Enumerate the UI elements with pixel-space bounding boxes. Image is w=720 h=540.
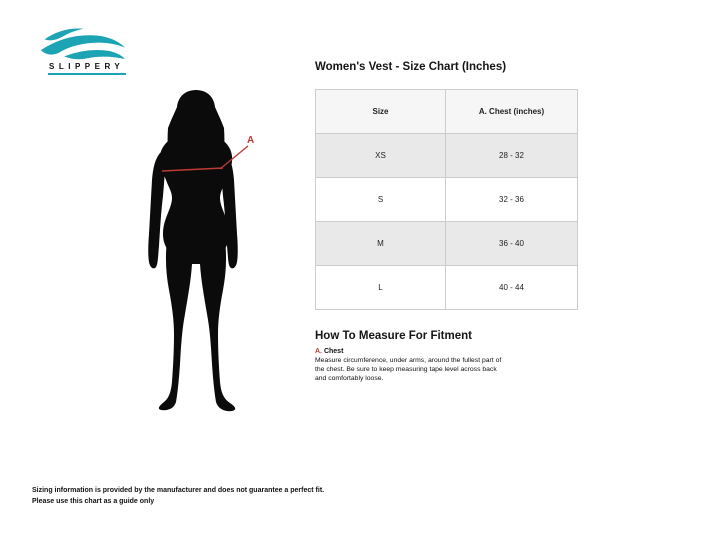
table-header-row bbox=[316, 90, 578, 134]
sizing-disclaimer bbox=[32, 486, 324, 507]
brand-logo bbox=[36, 26, 128, 75]
table-row-m bbox=[316, 222, 578, 266]
chest-cell: 28 - 32 bbox=[446, 134, 578, 178]
wave-swoosh-icon bbox=[36, 26, 128, 60]
measure-item-title bbox=[315, 348, 505, 355]
chest-cell: 36 - 40 bbox=[446, 222, 578, 266]
woman-silhouette-shape bbox=[148, 90, 238, 411]
brand-name: SLIPPERY bbox=[49, 62, 125, 71]
disclaimer-line-2: Please use this chart as a guide only bbox=[32, 497, 155, 505]
disclaimer-line-1: Sizing information is provided by the manufacturer and does not guarantee a perfect fit. bbox=[32, 487, 325, 494]
table-row-xs bbox=[316, 134, 578, 178]
measure-item-key: A. bbox=[315, 348, 322, 355]
chest-cell: 40 - 44 bbox=[446, 266, 578, 310]
measure-item-label: Chest bbox=[323, 348, 344, 355]
measure-point-label: A bbox=[247, 135, 255, 146]
brand-underline bbox=[48, 73, 126, 75]
column-header-chest: A. Chest (inches) bbox=[446, 90, 578, 134]
how-to-measure-heading: How To Measure For Fitment bbox=[315, 330, 472, 342]
size-cell: M bbox=[316, 222, 446, 266]
chest-cell: 32 - 36 bbox=[446, 178, 578, 222]
table-row-l bbox=[316, 266, 578, 310]
size-cell: S bbox=[316, 178, 446, 222]
size-cell: XS bbox=[316, 134, 446, 178]
size-cell: L bbox=[316, 266, 446, 310]
measure-item-description: Measure circumference, under arms, around the fullest part of the chest. Be sure to keep measuring tape level across back and comfortably loose. bbox=[315, 357, 502, 382]
size-chart-title: Women's Vest - Size Chart (Inches) bbox=[315, 61, 507, 73]
how-to-measure-section bbox=[315, 348, 505, 383]
table-row-s bbox=[316, 178, 578, 222]
size-chart-table bbox=[315, 89, 578, 310]
column-header-size: Size bbox=[316, 90, 446, 134]
